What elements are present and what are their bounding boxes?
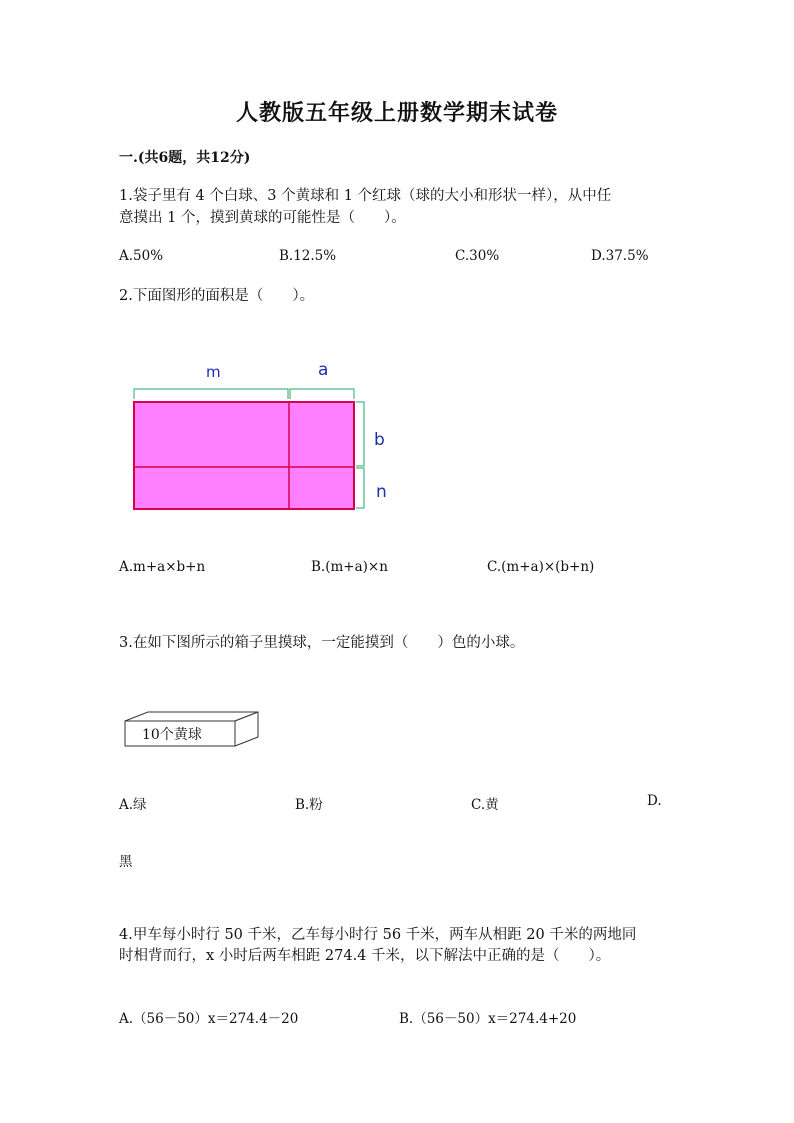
label-b: b bbox=[374, 430, 385, 450]
brace-n bbox=[356, 468, 364, 508]
question-1-option-c[interactable]: C.30% bbox=[455, 248, 500, 264]
question-3-option-d[interactable]: D. bbox=[647, 793, 662, 809]
question-4-line-2: 时相背而行，x 小时后两车相距 274.4 千米，以下解法中正确的是（ ）。 bbox=[119, 948, 611, 964]
brace-a bbox=[290, 389, 354, 399]
section-header: 一.(共6题，共12分) bbox=[119, 150, 251, 166]
question-1-option-b[interactable]: B.12.5% bbox=[279, 248, 337, 264]
question-3-option-d-text[interactable]: 黑 bbox=[119, 854, 133, 870]
question-1-line-2: 意摸出 1 个，摸到黄球的可能性是（ ）。 bbox=[119, 210, 406, 226]
question-1-line-1: 1.袋子里有 4 个白球、3 个黄球和 1 个红球（球的大小和形状一样），从中任 bbox=[119, 188, 612, 204]
question-1-option-a[interactable]: A.50% bbox=[119, 248, 164, 264]
page-title: 人教版五年级上册数学期末试卷 bbox=[235, 100, 558, 126]
question-4-option-a[interactable]: A.（56－50）x＝274.4－20 bbox=[119, 1011, 299, 1027]
label-n: n bbox=[376, 482, 387, 502]
question-2-text: 2.下面图形的面积是（ ）。 bbox=[119, 288, 315, 304]
question-4-option-b[interactable]: B.（56－50）x＝274.4+20 bbox=[399, 1011, 577, 1027]
question-3-option-a[interactable]: A.绿 bbox=[119, 797, 147, 813]
box-3d bbox=[122, 708, 264, 750]
label-m: m bbox=[206, 363, 221, 381]
label-a: a bbox=[318, 360, 329, 380]
question-3-option-c[interactable]: C.黄 bbox=[471, 797, 499, 813]
box-label: 10个黄球 bbox=[142, 727, 202, 743]
ball-box-figure bbox=[122, 708, 264, 754]
question-1-option-d[interactable]: D.37.5% bbox=[591, 248, 649, 264]
question-2-option-b[interactable]: B.(m+a)×n bbox=[311, 559, 388, 575]
question-2-option-c[interactable]: C.(m+a)×(b+n) bbox=[487, 559, 595, 575]
question-2-figure bbox=[120, 355, 410, 524]
brace-b bbox=[356, 402, 364, 466]
question-4-line-1: 4.甲车每小时行 50 千米，乙车每小时行 56 千米，两车从相距 20 千米的两地同 bbox=[119, 927, 637, 943]
brace-m bbox=[134, 389, 288, 399]
question-3-option-b[interactable]: B.粉 bbox=[295, 797, 323, 813]
question-2-option-a[interactable]: A.m+a×b+n bbox=[119, 559, 206, 575]
area-diagram bbox=[120, 355, 410, 520]
big-rectangle bbox=[134, 402, 354, 509]
question-3-text: 3.在如下图所示的箱子里摸球，一定能摸到（ ）色的小球。 bbox=[119, 635, 525, 651]
